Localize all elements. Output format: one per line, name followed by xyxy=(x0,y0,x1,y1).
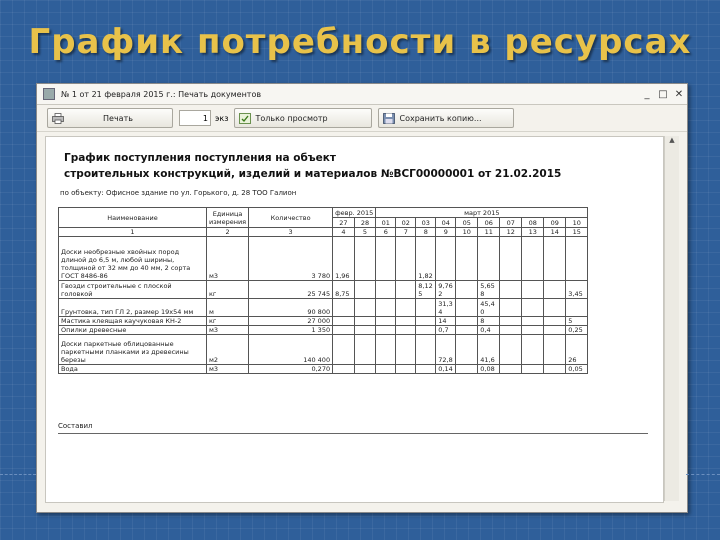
resource-name-cell: Опилки древесные xyxy=(59,326,207,335)
col-number: 6 xyxy=(376,228,396,237)
day-value-cell xyxy=(566,299,588,317)
day-value-cell xyxy=(566,237,588,281)
print-preview-window xyxy=(36,83,688,513)
unit-cell: м xyxy=(207,299,249,317)
day-value-cell xyxy=(544,237,566,281)
day-value-cell xyxy=(456,299,478,317)
copies-suffix: экз xyxy=(215,113,229,123)
resource-schedule-table xyxy=(58,207,588,374)
floppy-disk-icon xyxy=(383,113,395,124)
day-value-cell xyxy=(456,335,478,365)
day-cell: 09 xyxy=(544,218,566,228)
day-cell: 02 xyxy=(396,218,416,228)
close-button[interactable]: ✕ xyxy=(674,88,684,100)
quantity-cell: 3 780 xyxy=(249,237,333,281)
day-value-cell: 1,82 xyxy=(416,237,436,281)
day-value-cell xyxy=(333,326,355,335)
slide-divider-right xyxy=(686,474,720,475)
maximize-button[interactable]: □ xyxy=(658,88,668,100)
table-row xyxy=(59,335,588,365)
day-value-cell xyxy=(354,365,376,374)
day-value-cell xyxy=(354,326,376,335)
day-value-cell: 3,45 xyxy=(566,281,588,299)
col-number: 14 xyxy=(544,228,566,237)
day-value-cell xyxy=(544,326,566,335)
print-button[interactable] xyxy=(47,108,173,128)
day-value-cell: 26 xyxy=(566,335,588,365)
col-number: 10 xyxy=(456,228,478,237)
day-value-cell xyxy=(416,326,436,335)
day-value-cell xyxy=(478,237,500,281)
day-cell: 03 xyxy=(416,218,436,228)
col-number: 4 xyxy=(333,228,355,237)
day-value-cell xyxy=(436,237,456,281)
day-value-cell xyxy=(500,317,522,326)
unit-cell: кг xyxy=(207,281,249,299)
day-cell: 01 xyxy=(376,218,396,228)
table-row xyxy=(59,299,588,317)
day-value-cell xyxy=(376,299,396,317)
unit-cell: м2 xyxy=(207,335,249,365)
col-number: 3 xyxy=(249,228,333,237)
day-value-cell xyxy=(354,335,376,365)
day-value-cell xyxy=(416,365,436,374)
resource-name-cell: Гвозди строительные с плоской головкой xyxy=(59,281,207,299)
col-number: 1 xyxy=(59,228,207,237)
day-value-cell xyxy=(396,281,416,299)
composed-by-label: Составил xyxy=(58,422,93,430)
day-value-cell: 14 xyxy=(436,317,456,326)
day-value-cell xyxy=(416,299,436,317)
day-value-cell: 0,25 xyxy=(566,326,588,335)
quantity-cell: 1 350 xyxy=(249,326,333,335)
day-value-cell xyxy=(376,335,396,365)
vertical-scrollbar[interactable] xyxy=(664,136,679,501)
col-number: 12 xyxy=(500,228,522,237)
copies-input[interactable] xyxy=(179,110,211,126)
day-value-cell xyxy=(456,281,478,299)
day-value-cell xyxy=(544,365,566,374)
day-value-cell xyxy=(522,237,544,281)
day-cell: 05 xyxy=(456,218,478,228)
day-value-cell xyxy=(456,317,478,326)
day-cell: 07 xyxy=(500,218,522,228)
day-value-cell xyxy=(544,317,566,326)
quantity-cell: 90 800 xyxy=(249,299,333,317)
day-value-cell xyxy=(456,365,478,374)
day-value-cell xyxy=(354,237,376,281)
day-value-cell: 8 xyxy=(478,317,500,326)
day-value-cell xyxy=(544,299,566,317)
header-mar: март 2015 xyxy=(376,208,588,218)
day-value-cell: 8,12 5 xyxy=(416,281,436,299)
day-value-cell xyxy=(396,365,416,374)
day-value-cell xyxy=(333,335,355,365)
quantity-cell: 140 400 xyxy=(249,335,333,365)
day-value-cell xyxy=(376,365,396,374)
day-value-cell xyxy=(544,335,566,365)
document-title-line-1: График поступления поступления на объект xyxy=(64,152,337,164)
day-value-cell: 0,4 xyxy=(478,326,500,335)
slide-title: График потребности в ресурсах xyxy=(28,22,692,62)
col-number: 11 xyxy=(478,228,500,237)
table-row xyxy=(59,326,588,335)
table-row xyxy=(59,365,588,374)
header-unit: Единица измерения xyxy=(207,208,249,228)
day-value-cell xyxy=(500,335,522,365)
day-value-cell xyxy=(500,365,522,374)
resource-name-cell: Вода xyxy=(59,365,207,374)
day-cell: 08 xyxy=(522,218,544,228)
day-cell: 27 xyxy=(333,218,355,228)
day-value-cell xyxy=(456,326,478,335)
day-value-cell xyxy=(354,317,376,326)
day-value-cell: 1,96 xyxy=(333,237,355,281)
resource-name-cell: Грунтовка, тип ГЛ 2, размер 19x54 мм xyxy=(59,299,207,317)
unit-cell: м3 xyxy=(207,326,249,335)
app-icon xyxy=(43,88,55,100)
column-numbers-row xyxy=(59,228,588,237)
header-qty: Количество xyxy=(249,208,333,228)
day-value-cell xyxy=(500,299,522,317)
day-value-cell: 0,7 xyxy=(436,326,456,335)
day-value-cell xyxy=(396,317,416,326)
document-title xyxy=(64,150,624,182)
day-value-cell xyxy=(456,237,478,281)
col-number: 9 xyxy=(436,228,456,237)
day-value-cell xyxy=(500,237,522,281)
day-value-cell: 0,05 xyxy=(566,365,588,374)
col-number: 8 xyxy=(416,228,436,237)
table-row xyxy=(59,281,588,299)
day-value-cell xyxy=(500,326,522,335)
resource-name-cell: Доски паркетные облицованные паркетными планками из древесины березы xyxy=(59,335,207,365)
save-copy-button[interactable] xyxy=(378,108,514,128)
print-button-label: Печать xyxy=(103,113,133,123)
day-value-cell xyxy=(333,299,355,317)
day-cell: 28 xyxy=(354,218,376,228)
day-value-cell xyxy=(396,326,416,335)
resource-name-cell: Доски необрезные хвойных пород длиной до 6,5 м, любой ширины, толщиной от 32 мм до 40 мм, 2 сорта ГОСТ 8486-86 xyxy=(59,237,207,281)
day-value-cell xyxy=(416,335,436,365)
copies-control xyxy=(179,110,228,126)
quantity-cell: 0,270 xyxy=(249,365,333,374)
day-value-cell: 9,76 2 xyxy=(436,281,456,299)
col-number: 13 xyxy=(522,228,544,237)
day-value-cell: 31,3 4 xyxy=(436,299,456,317)
day-value-cell xyxy=(376,237,396,281)
day-value-cell xyxy=(396,335,416,365)
view-only-icon xyxy=(239,113,251,124)
day-value-cell: 0,08 xyxy=(478,365,500,374)
quantity-cell: 25 745 xyxy=(249,281,333,299)
document-title-line-2: строительных конструкций, изделий и материалов №ВСГ00000001 от 21.02.2015 xyxy=(64,168,562,180)
day-value-cell xyxy=(522,365,544,374)
day-value-cell xyxy=(354,299,376,317)
day-value-cell: 45,4 0 xyxy=(478,299,500,317)
day-value-cell xyxy=(522,335,544,365)
col-number: 15 xyxy=(566,228,588,237)
header-feb: февр. 2015 xyxy=(333,208,376,218)
slide-divider-left xyxy=(0,474,36,475)
day-value-cell xyxy=(376,326,396,335)
view-only-button[interactable] xyxy=(234,108,372,128)
day-cell: 04 xyxy=(436,218,456,228)
window-title: № 1 от 21 февраля 2015 г.: Печать документов xyxy=(61,89,262,99)
day-value-cell xyxy=(333,365,355,374)
col-number: 7 xyxy=(396,228,416,237)
col-number: 2 xyxy=(207,228,249,237)
save-copy-label: Сохранить копию... xyxy=(399,113,482,123)
day-value-cell xyxy=(522,317,544,326)
day-value-cell xyxy=(522,299,544,317)
day-cell: 06 xyxy=(478,218,500,228)
day-value-cell xyxy=(333,317,355,326)
day-value-cell xyxy=(416,317,436,326)
day-value-cell: 41,6 xyxy=(478,335,500,365)
table-row xyxy=(59,317,588,326)
unit-cell: м3 xyxy=(207,365,249,374)
window-titlebar xyxy=(37,84,687,105)
table-row xyxy=(59,237,588,281)
day-value-cell xyxy=(354,281,376,299)
quantity-cell: 27 000 xyxy=(249,317,333,326)
day-value-cell: 72,8 xyxy=(436,335,456,365)
day-value-cell: 0,14 xyxy=(436,365,456,374)
day-cell: 10 xyxy=(566,218,588,228)
day-value-cell xyxy=(500,281,522,299)
document-page xyxy=(45,136,664,503)
minimize-button[interactable]: _ xyxy=(644,88,650,100)
day-value-cell xyxy=(376,317,396,326)
day-value-cell: 5 xyxy=(566,317,588,326)
day-value-cell xyxy=(522,281,544,299)
day-value-cell: 8,75 xyxy=(333,281,355,299)
object-line: по объекту: Офисное здание по ул. Горького, д. 28 ТОО Галион xyxy=(60,189,297,197)
day-value-cell xyxy=(376,281,396,299)
table-body xyxy=(59,237,588,374)
day-value-cell xyxy=(396,299,416,317)
header-name: Наименование xyxy=(59,208,207,228)
unit-cell: м3 xyxy=(207,237,249,281)
unit-cell: кг xyxy=(207,317,249,326)
day-value-cell xyxy=(522,326,544,335)
scroll-up-icon[interactable]: ▲ xyxy=(669,136,675,144)
toolbar xyxy=(37,105,687,132)
composed-by-line xyxy=(58,433,648,434)
day-value-cell xyxy=(544,281,566,299)
view-only-label: Только просмотр xyxy=(255,113,328,123)
col-number: 5 xyxy=(354,228,376,237)
printer-icon xyxy=(52,113,64,124)
resource-name-cell: Мастика клеящая каучуковая КН-2 xyxy=(59,317,207,326)
day-value-cell xyxy=(396,237,416,281)
day-value-cell: 5,65 8 xyxy=(478,281,500,299)
